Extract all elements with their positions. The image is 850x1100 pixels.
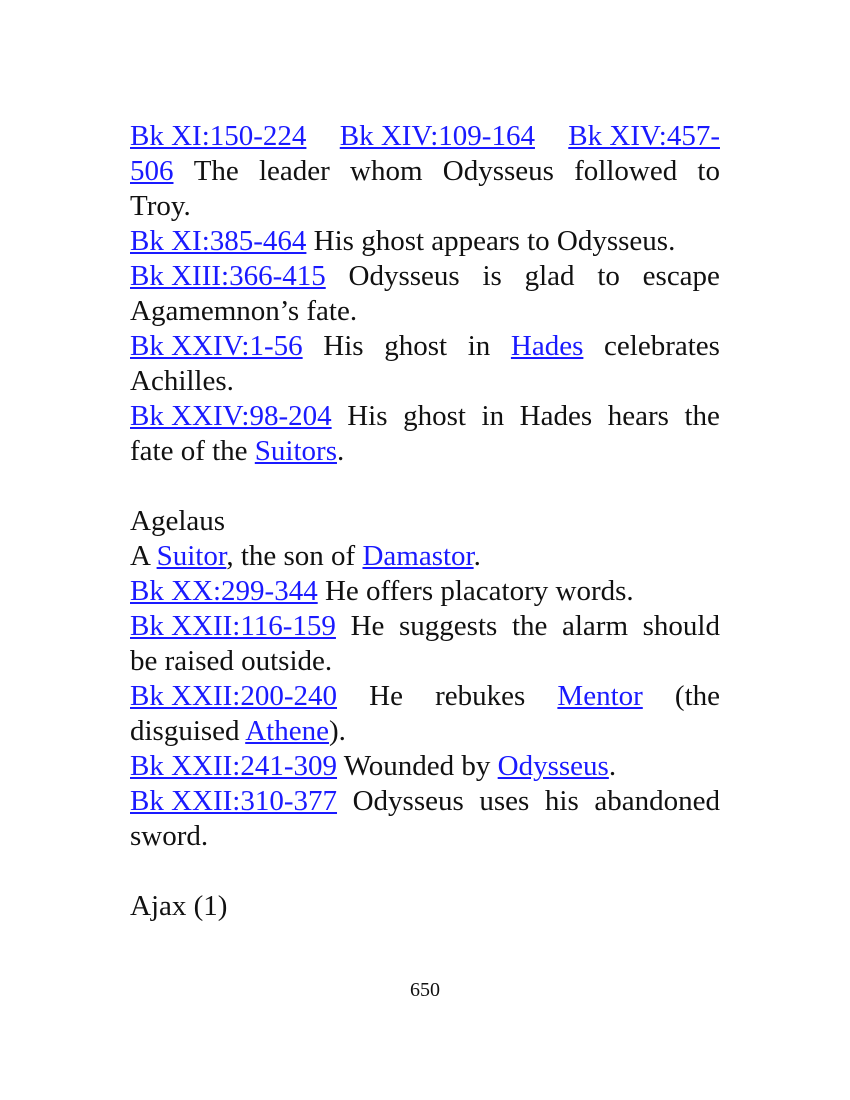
agamemnon-ref-line-3: Troy. [130, 190, 191, 222]
agelaus-ref-line-6 [130, 749, 720, 784]
suitors-link[interactable]: Suitors [254, 435, 337, 467]
damastor-link[interactable]: Damastor [362, 540, 474, 572]
agamemnon-ref-line-6: Agamemnon’s fate. [130, 295, 358, 327]
text-word: abandoned [594, 785, 720, 817]
ref-link-bk14-109[interactable]: Bk XIV:109-164 [339, 120, 535, 152]
agelaus-intro [130, 539, 720, 574]
ref-link-bk22-200[interactable]: Bk XXII:200-240 [130, 680, 338, 712]
text-word: to [597, 260, 620, 292]
suitor-link[interactable]: Suitor [156, 540, 227, 572]
text-word: is [482, 260, 502, 292]
text-word: leader [259, 155, 330, 187]
agelaus-ref-line-2 [130, 609, 720, 644]
agamemnon-ref-line-5 [130, 259, 720, 294]
text-word: to [697, 155, 720, 187]
agelaus-ref-line-1 [130, 574, 720, 609]
text-word: rebukes [435, 680, 526, 712]
text-word: ghost [403, 400, 466, 432]
text-span: . [336, 435, 345, 467]
ref-description: He offers placatory words. [317, 575, 634, 607]
ref-link-bk14-457-cont[interactable]: 506 [130, 155, 174, 187]
agelaus-ref-line-8: sword. [130, 820, 209, 852]
text-word: followed [574, 155, 678, 187]
text-word: alarm [562, 610, 629, 642]
agamemnon-ref-line-2 [130, 154, 720, 189]
text-word: He [350, 610, 385, 642]
hades-link[interactable]: Hades [510, 330, 584, 362]
text-span: A [130, 540, 157, 572]
ref-link-bk13-366[interactable]: Bk XIII:366-415 [130, 260, 326, 292]
text-word: whom [350, 155, 423, 187]
text-word: Odysseus [348, 260, 460, 292]
text-span: , the son of [226, 540, 363, 572]
entry-spacer [130, 854, 720, 889]
entry-spacer [130, 469, 720, 504]
page-number: 650 [410, 979, 440, 1001]
text-span: ). [328, 715, 346, 747]
text-word: (the [674, 680, 720, 712]
text-word: uses [479, 785, 530, 817]
text-word: glad [524, 260, 575, 292]
text-word: the [684, 400, 720, 432]
text-word: in [467, 330, 491, 362]
ref-link-bk11-385[interactable]: Bk XI:385-464 [130, 225, 307, 257]
agamemnon-ref-line-8: Achilles. [130, 365, 234, 397]
text-word: escape [642, 260, 720, 292]
ref-link-bk11-150[interactable]: Bk XI:150-224 [130, 120, 307, 152]
agamemnon-ref-line-9 [130, 399, 720, 434]
text-word: celebrates [604, 330, 720, 362]
text-span: . [473, 540, 481, 572]
agelaus-ref-line-7 [130, 784, 720, 819]
ref-link-bk24-1[interactable]: Bk XXIV:1-56 [130, 330, 303, 362]
text-span: fate of the [130, 435, 255, 467]
text-span: disguised [130, 715, 246, 747]
agelaus-ref-line-5 [130, 714, 720, 749]
text-word: He [369, 680, 403, 712]
agelaus-ref-line-3: be raised outside. [130, 645, 333, 677]
agamemnon-ref-line-10 [130, 434, 720, 469]
text-word: His [323, 330, 364, 362]
odysseus-link[interactable]: Odysseus [497, 750, 609, 782]
text-word: Hades [519, 400, 593, 432]
text-word: Odysseus [352, 785, 464, 817]
text-word: His [347, 400, 388, 432]
ref-link-bk22-116[interactable]: Bk XXII:116-159 [130, 610, 336, 642]
agelaus-ref-line-4 [130, 679, 720, 714]
text-word: suggests [399, 610, 498, 642]
text-word: in [481, 400, 505, 432]
ref-link-bk24-98[interactable]: Bk XXIV:98-204 [130, 400, 332, 432]
text-word: his [544, 785, 579, 817]
text-word: ghost [384, 330, 448, 362]
text-word: The [193, 155, 239, 187]
athene-link[interactable]: Athene [245, 715, 329, 747]
entry-heading-ajax: Ajax (1) [130, 890, 228, 922]
ref-description: His ghost appears to Odysseus. [306, 225, 676, 257]
text-word: hears [607, 400, 669, 432]
ref-link-bk22-241[interactable]: Bk XXII:241-309 [130, 750, 338, 782]
index-page-content [130, 119, 720, 924]
ref-link-bk20-299[interactable]: Bk XX:299-344 [130, 575, 318, 607]
ref-link-bk22-310[interactable]: Bk XXII:310-377 [130, 785, 338, 817]
ref-description: Wounded by [337, 750, 498, 782]
text-word: the [511, 610, 548, 642]
ref-link-bk14-457[interactable]: Bk XIV:457- [568, 120, 720, 152]
text-word: Odysseus [442, 155, 554, 187]
agamemnon-ref-line-7 [130, 329, 720, 364]
text-word: should [642, 610, 720, 642]
agamemnon-ref-line-4 [130, 224, 720, 259]
agamemnon-ref-line-1 [130, 119, 720, 154]
entry-heading-agelaus: Agelaus [130, 505, 226, 537]
mentor-link[interactable]: Mentor [557, 680, 643, 712]
text-span: . [608, 750, 617, 782]
